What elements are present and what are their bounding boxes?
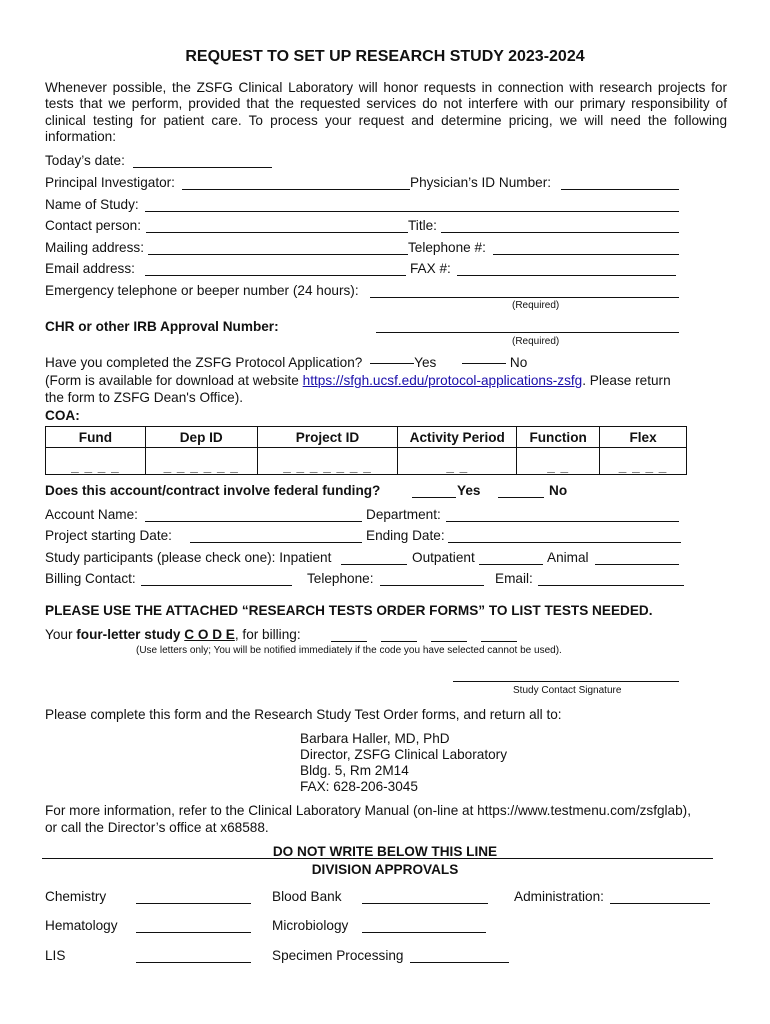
title-label: Title: — [408, 218, 437, 233]
funding-question: Does this account/contract involve federal funding? — [45, 483, 381, 498]
email-field[interactable] — [145, 275, 406, 276]
todays-date-field[interactable] — [133, 167, 272, 168]
coa-header-row — [46, 427, 687, 448]
coa-header-activity-period: Activity Period — [398, 427, 517, 448]
principal-investigator-field[interactable] — [182, 189, 410, 190]
coa-header-fund: Fund — [46, 427, 146, 448]
specimen-processing-field[interactable] — [410, 962, 509, 963]
protocol-note-text: . Please return — [582, 373, 671, 388]
division-approvals-heading: DIVISION APPROVALS — [311, 862, 459, 877]
animal-label: Animal — [547, 550, 589, 565]
divider-line — [42, 858, 713, 859]
address-name: Barbara Haller, MD, PhD — [300, 731, 450, 746]
protocol-question-text: Have you completed the ZSFG Protocol Application? — [45, 355, 363, 370]
telephone-field[interactable] — [493, 254, 679, 255]
hematology-field[interactable] — [136, 932, 251, 933]
coa-input-row — [46, 448, 687, 475]
start-date-label: Project starting Date: — [45, 528, 172, 543]
study-code-text: Your — [45, 627, 77, 642]
protocol-note-line2: the form to ZSFG Dean's Office). — [45, 390, 244, 405]
code-note: (Use letters only; You will be notified immediately if the code you have selected cannot be used). — [136, 645, 562, 656]
coa-flex-cell[interactable]: _ _ _ _ — [600, 448, 687, 475]
email-label: Email address: — [45, 261, 135, 276]
principal-investigator-label: Principal Investigator: — [45, 175, 175, 190]
hematology-label: Hematology — [45, 918, 118, 933]
protocol-link[interactable]: https://sfgh.ucsf.edu/protocol-applications-zsfg — [302, 373, 583, 388]
physician-id-field[interactable] — [561, 189, 679, 190]
mailing-address-field[interactable] — [148, 254, 408, 255]
billing-telephone-label: Telephone: — [307, 571, 374, 586]
animal-field[interactable] — [595, 564, 679, 565]
return-address — [300, 731, 507, 795]
emergency-field[interactable] — [370, 297, 679, 298]
blood-bank-label: Blood Bank — [272, 889, 342, 904]
protocol-no-blank[interactable] — [462, 363, 506, 364]
account-name-field[interactable] — [145, 521, 362, 522]
more-info — [45, 803, 691, 836]
microbiology-label: Microbiology — [272, 918, 349, 933]
fax-label: FAX #: — [410, 261, 451, 276]
protocol-yes-label: Yes — [414, 355, 437, 370]
protocol-no-label: No — [509, 355, 528, 370]
protocol-yes-blank[interactable] — [370, 363, 414, 364]
address-fax: FAX: 628-206-3045 — [300, 779, 418, 794]
telephone-label: Telephone #: — [408, 240, 486, 255]
funding-no-label: No — [549, 483, 568, 498]
do-not-write-heading: DO NOT WRITE BELOW THIS LINE — [272, 844, 498, 859]
start-date-field[interactable] — [190, 542, 362, 543]
end-date-field[interactable] — [448, 542, 681, 543]
contact-person-field[interactable] — [146, 232, 408, 233]
billing-contact-field[interactable] — [141, 585, 292, 586]
coa-function-cell[interactable]: _ _ — [517, 448, 600, 475]
study-code-word: C O D E — [184, 627, 235, 642]
irb-field[interactable] — [376, 332, 679, 333]
required-note: (Required) — [512, 300, 560, 311]
coa-header-function: Function — [517, 427, 600, 448]
address-role: Director, ZSFG Clinical Laboratory — [300, 747, 507, 762]
billing-contact-label: Billing Contact: — [45, 571, 136, 586]
code-letter-4-field[interactable] — [481, 641, 517, 642]
chemistry-field[interactable] — [136, 903, 251, 904]
microbiology-field[interactable] — [362, 932, 486, 933]
lis-field[interactable] — [136, 962, 251, 963]
account-name-label: Account Name: — [45, 507, 138, 522]
coa-activity-period-cell[interactable]: _ _ — [398, 448, 517, 475]
emergency-label: Emergency telephone or beeper number (24 hours): — [45, 283, 359, 298]
funding-no-blank[interactable] — [498, 497, 544, 498]
coa-project-id-cell[interactable]: _ _ _ _ _ _ _ — [257, 448, 398, 475]
order-forms-instruction: PLEASE USE THE ATTACHED “RESEARCH TESTS ORDER FORMS” TO LIST TESTS NEEDED. — [45, 603, 653, 618]
physician-id-label: Physician’s ID Number: — [410, 175, 552, 190]
more-info-line1: For more information, refer to the Clinical Laboratory Manual (on-line at https://www.testmenu.com/zsfglab), — [45, 803, 691, 818]
specimen-processing-label: Specimen Processing — [272, 948, 404, 963]
title-field[interactable] — [441, 232, 679, 233]
coa-table — [45, 426, 687, 475]
end-date-label: Ending Date: — [366, 528, 445, 543]
fax-field[interactable] — [457, 275, 676, 276]
billing-telephone-field[interactable] — [380, 585, 484, 586]
department-label: Department: — [366, 507, 441, 522]
required-note: (Required) — [512, 336, 560, 347]
administration-field[interactable] — [610, 903, 710, 904]
contact-person-label: Contact person: — [45, 218, 141, 233]
outpatient-label: Outpatient — [412, 550, 475, 565]
code-letter-1-field[interactable] — [331, 641, 367, 642]
coa-fund-cell[interactable]: _ _ _ _ — [46, 448, 146, 475]
billing-email-label: Email: — [495, 571, 533, 586]
study-name-label: Name of Study: — [45, 197, 139, 212]
page-title: REQUEST TO SET UP RESEARCH STUDY 2023-2024 — [185, 48, 585, 65]
coa-dep-id-cell[interactable]: _ _ _ _ _ _ — [145, 448, 257, 475]
protocol-question — [45, 355, 527, 370]
funding-yes-blank[interactable] — [412, 497, 456, 498]
coa-header-dep-id: Dep ID — [145, 427, 257, 448]
coa-header-flex: Flex — [600, 427, 687, 448]
signature-label: Study Contact Signature — [513, 685, 622, 696]
study-code-label — [45, 627, 301, 642]
administration-label: Administration: — [514, 889, 604, 904]
coa-header-project-id: Project ID — [257, 427, 398, 448]
inpatient-field[interactable] — [341, 564, 407, 565]
mailing-address-label: Mailing address: — [45, 240, 144, 255]
funding-yes-label: Yes — [457, 483, 481, 498]
more-info-line2: or call the Director’s office at x68588. — [45, 819, 269, 835]
intro-paragraph: Whenever possible, the ZSFG Clinical Laboratory will honor requests in connection with research projects for tests that we perform, provided that the requested services do not interfere with our primary responsibility of clinical testing for patient care. To process your request and determine pricing, we will need the following information: — [45, 80, 727, 145]
signature-field[interactable] — [453, 681, 679, 682]
department-field[interactable] — [446, 521, 679, 522]
outpatient-field[interactable] — [479, 564, 543, 565]
code-letter-3-field[interactable] — [431, 641, 467, 642]
lis-label: LIS — [45, 948, 66, 963]
protocol-note — [45, 373, 671, 388]
irb-label: CHR or other IRB Approval Number: — [45, 319, 279, 334]
billing-email-field[interactable] — [538, 585, 684, 586]
return-instruction: Please complete this form and the Research Study Test Order forms, and return all to: — [45, 707, 562, 722]
chemistry-label: Chemistry — [45, 889, 107, 904]
address-building: Bldg. 5, Rm 2M14 — [300, 763, 409, 778]
participants-label: Study participants (please check one): Inpatient — [45, 550, 332, 565]
protocol-note-text: (Form is available for download at website — [45, 373, 303, 388]
study-code-text: , for billing: — [234, 627, 301, 642]
study-code-bold: four-letter study — [76, 627, 185, 642]
study-name-field[interactable] — [145, 211, 679, 212]
blood-bank-field[interactable] — [362, 903, 488, 904]
code-letter-2-field[interactable] — [381, 641, 417, 642]
todays-date-label: Today’s date: — [45, 153, 125, 168]
coa-label: COA: — [45, 408, 80, 423]
